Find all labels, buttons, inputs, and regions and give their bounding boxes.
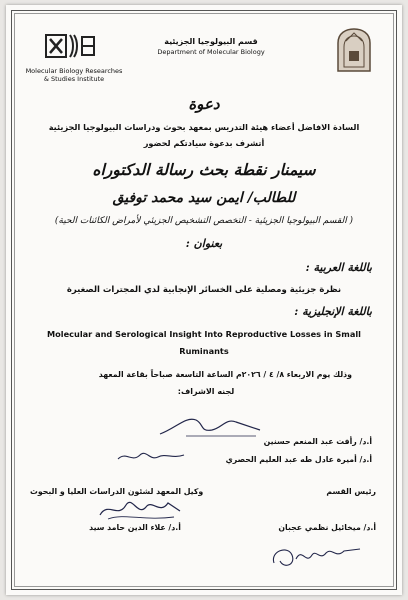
department-name-en: Department of Molecular Biology: [157, 48, 265, 56]
department-heading: [136, 37, 286, 56]
department-head-signature: [266, 537, 366, 573]
committee-member-1: أ.د/ رأفت عبد المنعم حسنين: [263, 437, 372, 446]
institute-name: [24, 67, 124, 83]
committee-member-2: أ.د/ أميرة عادل طه عبد العليم الحصري: [225, 455, 372, 464]
section-specialty: ( القسم البيولوجيا الجزيئية - التخصص التشخيص الجزيئي لأمراض الكائنات الحية): [54, 216, 354, 226]
institute-logo-icon: [44, 29, 100, 63]
institute-line-1: Molecular Biology Researches: [25, 67, 123, 75]
invitation-line: أتشرف بدعوة سيادتكم لحضور: [143, 138, 265, 148]
english-title-label: باللغة الإنجليزية :: [294, 305, 372, 318]
department-head-title: رئيس القسم: [326, 487, 376, 496]
committee-heading: لجنه الاشراف:: [177, 387, 235, 396]
university-seal-icon: [334, 27, 374, 75]
invitation-title: دعوة: [188, 95, 220, 113]
department-head-name: أ.د/ ميخائيل نظمي عجبان: [278, 523, 376, 532]
student-name: للطالب/ ايمن سيد محمد توفيق: [112, 190, 296, 206]
invitation-page: [6, 5, 402, 595]
department-name-ar: قسم البيولوجيا الجزيئية: [164, 37, 258, 46]
addressee-line: السادة الافاضل أعضاء هيئة التدريس بمعهد بحوث ودراسات البيولوجيا الجزيئية: [48, 122, 360, 132]
committee-signature-2: [116, 445, 186, 467]
seminar-title: سيمنار نقطة بحث رسالة الدكتوراه: [92, 160, 316, 179]
vice-dean-signature: [94, 493, 184, 525]
committee-signature-1: [156, 410, 266, 440]
titled-label: بعنوان :: [185, 237, 223, 250]
schedule-line: وذلك يوم الاربعاء ٨/ ٤ / ٢٠٢٦م الساعة التاسعة صباحاً بقاعة المعهد: [98, 370, 352, 379]
institute-line-2: & Studies Institute: [43, 75, 105, 83]
vice-dean-title: وكيل المعهد لشئون الدراسات العليا و البحوث: [30, 487, 204, 496]
english-thesis-title-line-1: Molecular and Serological Insight Into Reproductive Losses in Small: [47, 329, 361, 339]
arabic-title-label: باللغة العربية :: [305, 261, 372, 274]
arabic-thesis-title: نظرة جزيئية ومصلية على الخسائر الإنجابية لدي المجترات الصغيرة: [66, 285, 342, 295]
english-thesis-title-line-2: Ruminants: [179, 346, 229, 356]
vice-dean-name: أ.د/ علاء الدين حامد سيد: [89, 523, 181, 532]
